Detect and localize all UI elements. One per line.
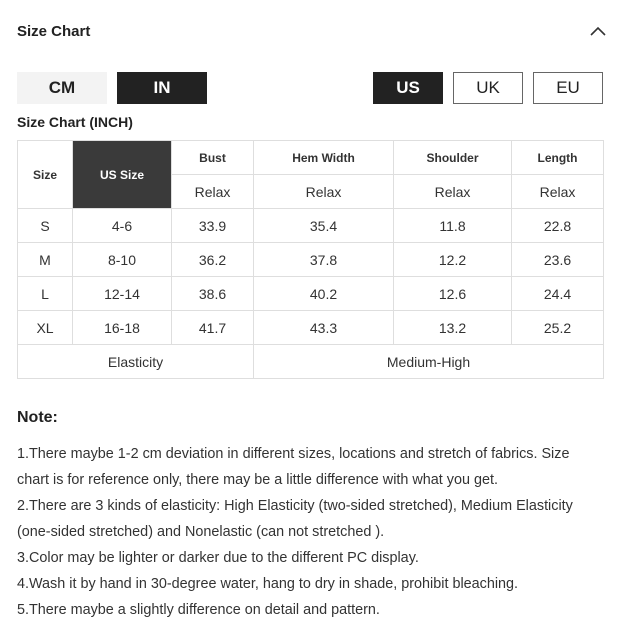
table-cell: 43.3 [254,311,394,345]
table-cell: 12.2 [394,243,512,277]
fit-cell: Relax [254,175,394,209]
unit-in-button[interactable]: IN [117,72,207,104]
table-cell: 33.9 [172,209,254,243]
size-chart-title: Size Chart [17,22,91,40]
table-cell: XL [18,311,73,345]
table-cell: 12-14 [73,277,172,311]
table-cell: 12.6 [394,277,512,311]
unit-cm-button[interactable]: CM [17,72,107,104]
note-item: 1.There maybe 1-2 cm deviation in different sizes, locations and stretch of fabrics. Size chart is for reference only, there may be a little difference with what you get. [17,446,570,488]
region-uk-button[interactable]: UK [453,72,523,104]
table-cell: 36.2 [172,243,254,277]
header-us-size: US Size [73,141,172,209]
table-cell: 40.2 [254,277,394,311]
note-item: 2.There are 3 kinds of elasticity: High Elasticity (two-sided stretched), Medium Elasticity (one-sided stretched) and Nonelastic (can not stretched ). [17,498,573,540]
note-item: 5.There maybe a slightly difference on detail and pattern. [17,602,380,618]
fit-cell: Relax [512,175,604,209]
header-length: Length [512,141,604,175]
table-row [18,243,604,277]
table-row [18,209,604,243]
elasticity-value: Medium-High [254,345,604,379]
table-header-row [18,141,604,175]
table-row [18,311,604,345]
note-list [17,441,597,623]
fit-cell: Relax [172,175,254,209]
region-us-button[interactable]: US [373,72,443,104]
table-cell: 4-6 [73,209,172,243]
table-cell: 16-18 [73,311,172,345]
elasticity-row [18,345,604,379]
size-chart-subtitle: Size Chart (INCH) [17,114,133,130]
size-table [17,140,604,379]
table-cell: 38.6 [172,277,254,311]
table-cell: 22.8 [512,209,604,243]
table-cell: 11.8 [394,209,512,243]
table-cell: S [18,209,73,243]
table-cell: 35.4 [254,209,394,243]
elasticity-label: Elasticity [18,345,254,379]
table-cell: M [18,243,73,277]
header-hem-width: Hem Width [254,141,394,175]
note-title: Note: [17,409,58,426]
table-cell: 8-10 [73,243,172,277]
table-cell: 25.2 [512,311,604,345]
table-cell: 41.7 [172,311,254,345]
header-size: Size [18,141,73,209]
table-row [18,277,604,311]
table-cell: 37.8 [254,243,394,277]
table-cell: L [18,277,73,311]
region-eu-button[interactable]: EU [533,72,603,104]
note-item: 4.Wash it by hand in 30-degree water, hang to dry in shade, prohibit bleaching. [17,576,519,592]
chevron-up-icon[interactable] [589,22,607,40]
size-chart-header[interactable] [17,20,607,42]
fit-cell: Relax [394,175,512,209]
table-cell: 23.6 [512,243,604,277]
table-cell: 24.4 [512,277,604,311]
note-item: 3.Color may be lighter or darker due to the different PC display. [17,550,419,566]
header-bust: Bust [172,141,254,175]
header-shoulder: Shoulder [394,141,512,175]
table-cell: 13.2 [394,311,512,345]
